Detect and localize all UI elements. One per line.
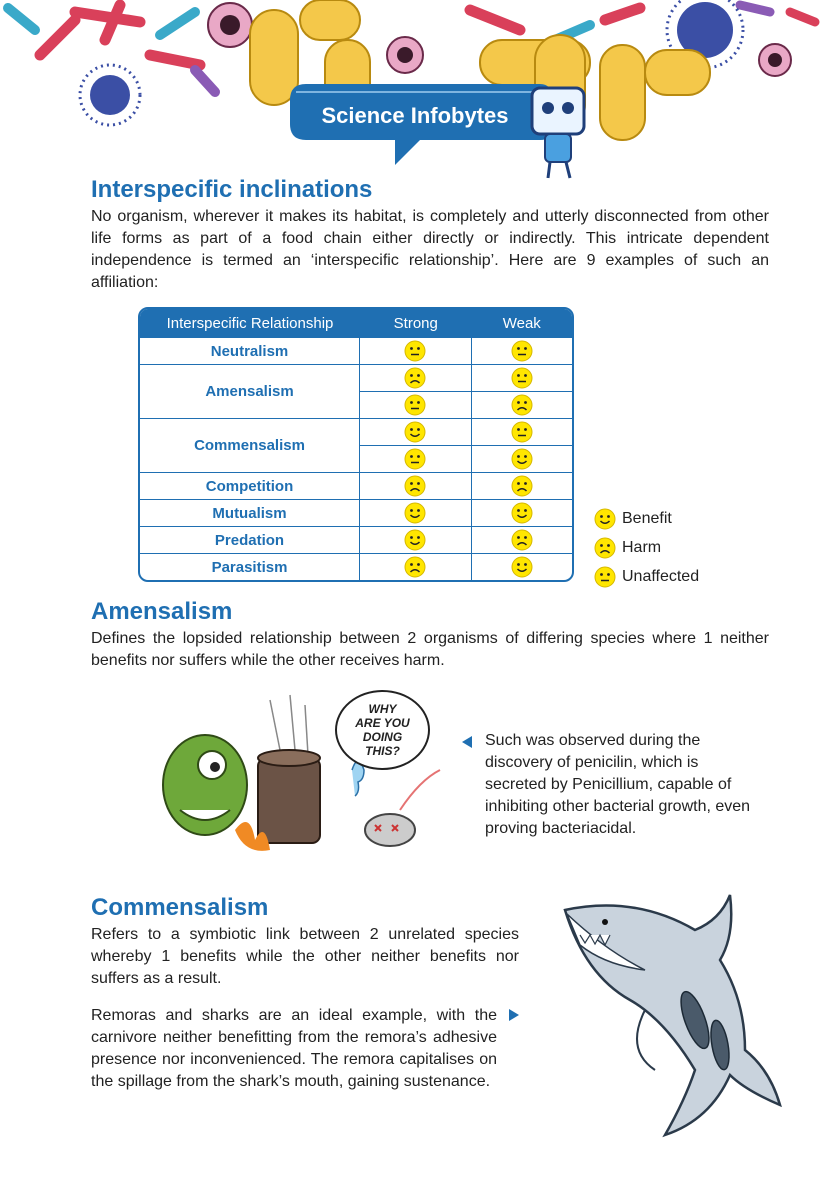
speech-line: THIS? <box>365 744 400 758</box>
shark-illustration <box>545 890 785 1145</box>
legend-label: Harm <box>622 538 662 556</box>
happy-face-icon <box>404 421 426 443</box>
weak-effect-cell <box>472 391 572 418</box>
strong-effect-cell <box>360 418 472 445</box>
strong-effect-cell <box>360 526 472 553</box>
legend <box>594 504 699 591</box>
column-header-weak: Weak <box>472 309 572 337</box>
relationship-name: Competition <box>140 472 360 499</box>
sad-face-icon <box>404 475 426 497</box>
legend-item <box>594 504 699 533</box>
speech-line: DOING <box>362 730 403 744</box>
sad-face-icon <box>404 556 426 578</box>
table-row <box>140 418 572 445</box>
intro-paragraph: No organism, wherever it makes its habitat, is completely and utterly disconnected from other life forms as part of a food chain either directly or indirectly. This intricate dependent independence is termed an ‘interspecific relationship’. Here are 9 examples of such an affiliation: <box>91 208 769 291</box>
strong-effect-cell <box>360 391 472 418</box>
commensalism-paragraph-2: Remoras and sharks are an ideal example, with the carnivore neither benefitting from the remora’s adhesive presence nor inconvenienced. The remora capitalises on the spillage from the shark’s mouth, gaining sustenance. <box>91 1007 497 1090</box>
speech-line: ARE YOU <box>355 716 410 730</box>
neutral-face-icon <box>511 367 533 389</box>
amensalism-caption: Such was observed during the discovery of penicilin, which is secreted by Penicillium, capable of inhibiting other bacterial growth, even proving bacteriacidal. <box>485 732 751 837</box>
header-illustration <box>0 0 826 185</box>
strong-effect-cell <box>360 472 472 499</box>
microbes-art <box>0 0 826 185</box>
sad-face-icon <box>594 537 616 559</box>
caption-pointer-right-icon <box>509 1009 519 1021</box>
speech-bubble <box>335 690 430 770</box>
neutral-face-icon <box>594 566 616 588</box>
column-header-strong: Strong <box>360 309 472 337</box>
commensalism-heading: Commensalism <box>91 894 269 921</box>
banner-title: Science Infobytes <box>321 103 509 128</box>
legend-label: Benefit <box>622 509 672 527</box>
happy-face-icon <box>404 502 426 524</box>
speech-line: WHY <box>368 702 397 716</box>
amensalism-heading: Amensalism <box>91 598 233 625</box>
sad-face-icon <box>511 394 533 416</box>
column-header-relationship: Interspecific Relationship <box>140 309 360 337</box>
legend-item <box>594 562 699 591</box>
table-row <box>140 553 572 580</box>
neutral-face-icon <box>511 421 533 443</box>
strong-effect-cell <box>360 499 472 526</box>
relationship-name: Predation <box>140 526 360 553</box>
relationship-name: Mutualism <box>140 499 360 526</box>
sad-face-icon <box>404 367 426 389</box>
table-row <box>140 526 572 553</box>
weak-effect-cell <box>472 553 572 580</box>
relationship-name: Commensalism <box>140 418 360 472</box>
weak-effect-cell <box>472 526 572 553</box>
robot-mascot-icon <box>532 88 584 178</box>
table-row <box>140 472 572 499</box>
happy-face-icon <box>594 508 616 530</box>
relationship-name: Neutralism <box>140 337 360 364</box>
weak-effect-cell <box>472 472 572 499</box>
happy-face-icon <box>511 448 533 470</box>
strong-effect-cell <box>360 337 472 364</box>
relationship-name: Amensalism <box>140 364 360 418</box>
happy-face-icon <box>511 502 533 524</box>
neutral-face-icon <box>404 340 426 362</box>
amensalism-paragraph: Defines the lopsided relationship between 2 organisms of differing species where 1 neither benefits nor suffers while the other receives harm. <box>91 630 769 669</box>
sad-face-icon <box>511 529 533 551</box>
neutral-face-icon <box>404 448 426 470</box>
weak-effect-cell <box>472 445 572 472</box>
table-row <box>140 337 572 364</box>
caption-pointer-left-icon <box>462 736 472 748</box>
strong-effect-cell <box>360 445 472 472</box>
neutral-face-icon <box>511 340 533 362</box>
sad-face-icon <box>511 475 533 497</box>
commensalism-paragraph-1: Refers to a symbiotic link between 2 unrelated species whereby 1 benefits while the other neither benefits nor suffers as a result. <box>91 926 519 987</box>
strong-effect-cell <box>360 364 472 391</box>
table-row <box>140 364 572 391</box>
relationship-name: Parasitism <box>140 553 360 580</box>
neutral-face-icon <box>404 394 426 416</box>
table-row <box>140 499 572 526</box>
weak-effect-cell <box>472 418 572 445</box>
weak-effect-cell <box>472 499 572 526</box>
happy-face-icon <box>404 529 426 551</box>
weak-effect-cell <box>472 364 572 391</box>
relationship-table <box>138 307 574 582</box>
legend-label: Unaffected <box>622 567 700 585</box>
weak-effect-cell <box>472 337 572 364</box>
table-header-row <box>140 309 572 337</box>
legend-item <box>594 533 699 562</box>
strong-effect-cell <box>360 553 472 580</box>
amensalism-illustration <box>120 690 450 865</box>
happy-face-icon <box>511 556 533 578</box>
intro-heading: Interspecific inclinations <box>91 176 373 203</box>
